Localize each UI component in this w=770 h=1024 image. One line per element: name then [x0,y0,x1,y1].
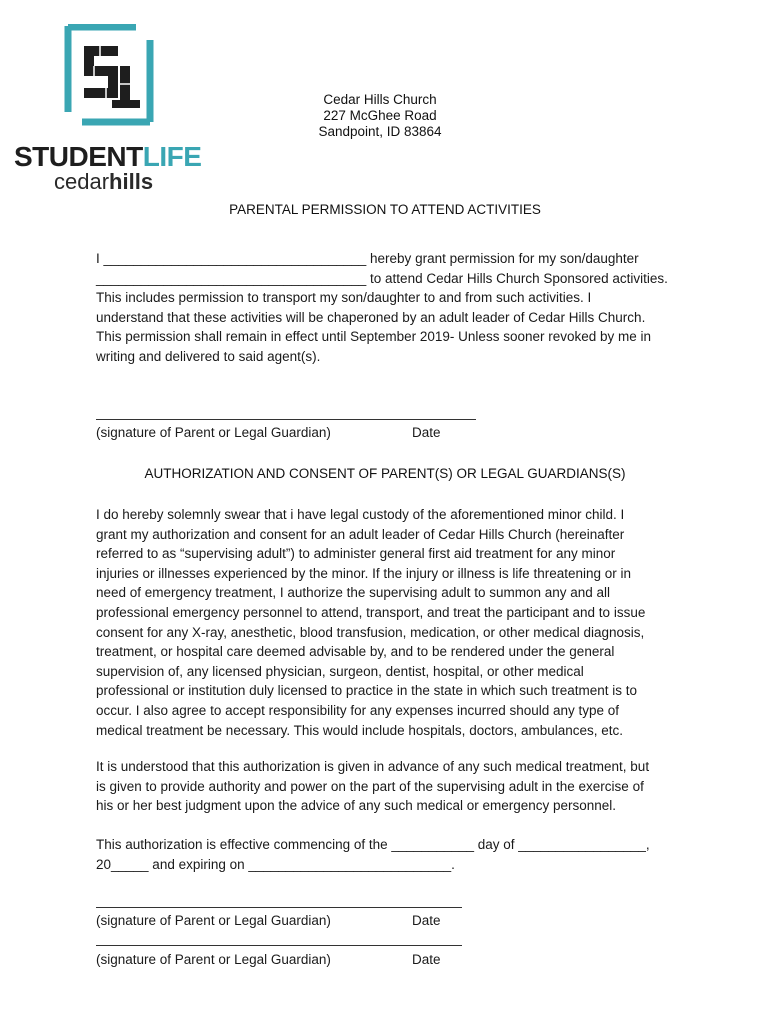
paragraph-line: referred to as “supervising adult”) to administer general first aid treatment for any minor [96,546,616,562]
address-line: 227 McGhee Road [323,108,437,123]
paragraph-line: 20_____ and expiring on ___________________________. [96,856,455,872]
date-label: Date [412,913,441,928]
paragraph-line: consent for any X-ray, anesthetic, blood transfusion, medication, or other medical diagnosis, [96,624,645,640]
paragraph-line: This permission shall remain in effect until September 2019- Unless sooner revoked by me in [96,329,652,345]
brand-life: LIFE [142,141,202,172]
signature-line[interactable] [96,907,462,908]
paragraph-line: grant my authorization and consent for an adult leader of Cedar Hills Church (hereinafter [96,526,625,542]
section2-title: AUTHORIZATION AND CONSENT OF PARENT(S) OR LEGAL GUARDIANS(S) [144,466,626,481]
signature-label: (signature of Parent or Legal Guardian) [96,913,331,928]
paragraph-line: is given to provide authority and power on the part of the supervising adult in the exercise of [96,778,644,794]
address-line: Cedar Hills Church [323,92,437,107]
paragraph-line: treatment, or hospital care deemed advisable by, and to be rendered under the general [96,644,615,660]
studentlife-logo [14,24,204,194]
sl-monogram-icon [54,24,154,126]
address-line: Sandpoint, ID 83864 [318,124,442,139]
signature-line[interactable] [96,945,462,946]
paragraph-line: medical treatment be necessary. This would include hospitals, doctors, ambulances, etc. [96,722,624,738]
church-address [300,92,460,140]
paragraph-line: This authorization is effective commencing of the ___________ day of _________________, [96,837,650,852]
paragraph-line: occur. I also agree to accept responsibility for any expenses incurred should any type of [96,702,620,718]
paragraph-line: his or her best judgment upon the advice of any such medical or emergency personnel. [96,798,617,814]
paragraph-line: professional or institution duly licensed to practice in the state in which such treatment is to [96,683,638,699]
advance-authorization-paragraph [96,757,676,816]
brand-student: STUDENT [14,141,143,172]
signature-label: (signature of Parent or Legal Guardian) [96,425,331,440]
paragraph-line: understand that these activities will be chaperoned by an adult leader of Cedar Hills Church. [96,309,646,325]
permission-paragraph [96,249,676,367]
brand-cedar: cedar [54,169,110,194]
paragraph-line: It is understood that this authorization is given in advance of any such medical treatment, but [96,759,650,774]
brand-wordmark [14,142,201,172]
effective-dates-paragraph [96,835,676,874]
signature-line[interactable] [96,419,476,420]
date-label: Date [412,425,441,440]
section1-title: PARENTAL PERMISSION TO ATTEND ACTIVITIES [229,202,541,217]
paragraph-line: professional emergency personnel to attend, transport, and treat the participant and to issue [96,604,646,620]
paragraph-line: I ___________________________________ hereby grant permission for my son/daughter [96,251,639,266]
date-label: Date [412,952,441,967]
paragraph-line: ____________________________________ to attend Cedar Hills Church Sponsored activities. [96,270,668,286]
brand-hills: hills [109,169,154,194]
paragraph-line: supervision of, any licensed physician, surgeon, dentist, hospital, or other medical [96,663,584,679]
signature-label: (signature of Parent or Legal Guardian) [96,952,331,967]
paragraph-line: This includes permission to transport my son/daughter to and from such activities. I [96,290,592,306]
consent-paragraph [96,505,676,740]
paragraph-line: need of emergency treatment, I authorize the supervising adult to summon any and all [96,585,611,601]
paragraph-line: injuries or illnesses experienced by the minor. If the injury or illness is life threatening or in [96,565,632,581]
paragraph-line: writing and delivered to said agent(s). [96,348,321,364]
paragraph-line: I do hereby solemnly swear that i have legal custody of the aforementioned minor child. I [96,507,625,522]
brand-subwordmark [54,170,153,194]
